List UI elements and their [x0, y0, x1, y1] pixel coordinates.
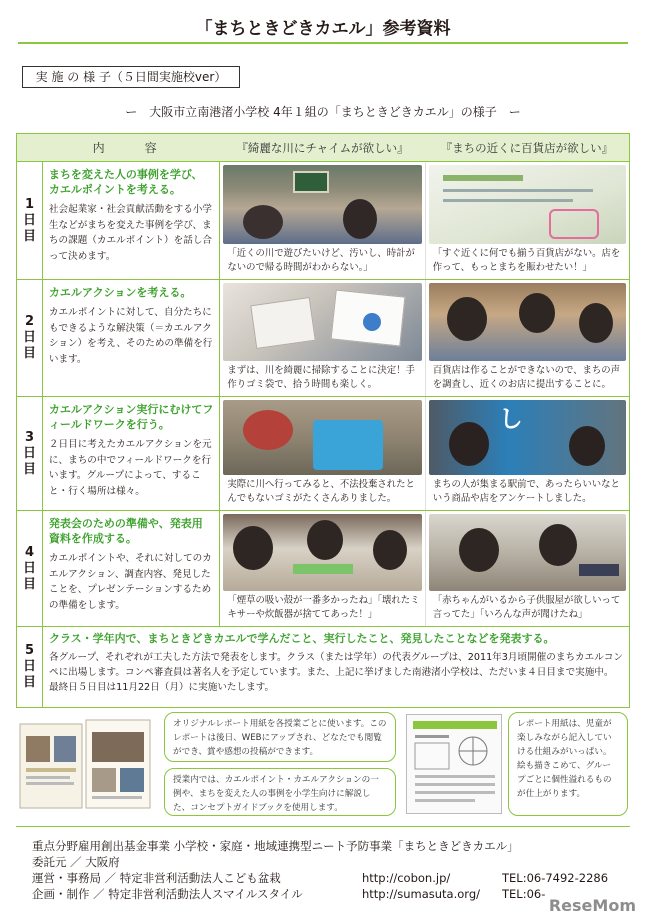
content-cell [43, 162, 220, 279]
planning-name: 企画・制作 ／ 特定非営利活動法人スマイルスタイル [32, 887, 303, 901]
header-day [17, 134, 43, 161]
content-description: カエルポイントや、それに対してのカエルアクション、調査内容、発見したことを、プレゼンテーションするための準備をします。 [48, 553, 212, 611]
header-photo-b: 『まちの近くに百貨店が欲しい』 [440, 141, 614, 155]
photo-cell-b [425, 162, 629, 279]
garbage-photo [223, 400, 421, 475]
table-row [17, 397, 629, 511]
photo-caption: 「すぐ近くに何でも揃う百貨店がない。店を作って、もっとまちを賑わせたい！」 [432, 248, 621, 273]
content-heading: カエルアクションを考える。 [48, 286, 192, 299]
table-row [17, 511, 629, 627]
guidebook-image [16, 716, 154, 812]
photo-cell-a [220, 397, 424, 510]
day-label: 5 日 目 [17, 627, 43, 707]
classroom-photo [223, 165, 421, 244]
photo-cell-b [425, 280, 629, 396]
table-row [17, 627, 629, 707]
project-name: 重点分野雇用創出基金事業 小学校・家庭・地域連携型ニート予防事業「まちときどきカエル」 [32, 839, 519, 853]
secretariat-line [32, 870, 632, 886]
header-photo-a: 『綺麗な川にチャイムが欲しい』 [236, 141, 409, 155]
day-label: 3 日 目 [17, 397, 43, 510]
materials-info [16, 712, 630, 816]
section-label: 実 施 の 様 子（５日間実施校ver） [22, 66, 240, 88]
table-row [17, 162, 629, 280]
content-heading: クラス・学年内で、まちときどきカエルで学んだこと、実行したこと、発見したことなどを発表する。 [49, 632, 555, 645]
content-heading: 発表会のための準備や、発表用資料を作成する。 [48, 517, 203, 545]
subtitle: ー 大阪市立南港渚小学校 4年１組の「まちときどきカエル」の様子 ー [125, 105, 521, 119]
guidebook-callout: 授業内では、カエルポイント・カエルアクションの一例や、まちを変えた人の事例を小学生向けに解説した、コンセプトガイドブックを使用します。 [164, 768, 396, 816]
table-header [17, 134, 629, 162]
content-description: ２日目に考えたカエルアクションを元に、まちの中でフィールドワークを行います。グループによって、すること・行く場所は様々。 [48, 439, 212, 497]
photo-cell-a [220, 162, 424, 279]
photo-cell-a [220, 280, 424, 396]
header-content: 内 容 [92, 141, 171, 155]
photo-cell-b [425, 511, 629, 626]
materials-photo [429, 514, 626, 591]
survey-photo: し [429, 400, 626, 475]
content-heading: まちを変えた人の事例を学び、カエルポイントを考える。 [48, 168, 203, 196]
commissioner: 委託元 ／ 大阪府 [32, 855, 120, 869]
photo-caption: 「近くの川で遊びたいけど、汚いし、時計がないので帰る時間がわからない。」 [227, 248, 415, 273]
content-cell [43, 511, 220, 626]
photo-caption: まずは、川を綺麗に掃除することに決定！手作りゴミ袋で、拾う時間も楽しく。 [227, 365, 415, 390]
schedule-table [16, 133, 630, 708]
report-sheet-callout: オリジナルレポート用紙を各授業ごとに使います。このレポートは後日、WEBにアップされ、どなたでも閲覧ができ、賞や感想の投稿ができます。 [164, 712, 396, 762]
planning-tel: TEL:06- [502, 887, 546, 901]
content-description: 社会起業家・社会貢献活動をする小学生などがまちを変えた事例を学び、まちの課題（カエルポイント）を話し合って決めます。 [48, 204, 213, 262]
content-heading: カエルアクション実行にむけてフィールドワークを行う。 [48, 403, 214, 431]
planning-line [32, 886, 632, 902]
secretariat-url[interactable]: http://cobon.jp/ [362, 871, 451, 885]
watermark-logo: ReseMom [548, 896, 636, 915]
group-work-photo [429, 283, 626, 361]
worksheet-photo [429, 165, 626, 244]
photo-cell-a [220, 511, 424, 626]
content-cell [43, 627, 629, 707]
content-cell [43, 397, 220, 510]
footer-divider [16, 826, 630, 827]
content-description: カエルポイントに対して、自分たちにもできるような解決策（＝カエルアクション）を考え、そのための準備を行います。 [48, 307, 213, 365]
secretariat-tel: TEL:06-7492-2286 [502, 871, 609, 885]
day-label: 1 日 目 [17, 162, 43, 279]
photo-caption: 百貨店は作ることができないので、まちの声を調査し、近くのお店に提出することに。 [432, 365, 621, 390]
planning-url[interactable]: http://sumasuta.org/ [362, 887, 480, 901]
day-label: 4 日 目 [17, 511, 43, 626]
content-description: 各グループ、それぞれが工夫した方法で発表をします。クラス（または学年）の代表グループは、2011年3月頃開催のまちカエルコンペに出場します。コンペ審査員は著名人を予定しています。また、上記に挙げました南港渚小学校は、ただいま４日目まで実施中。最終日５日目は11月22日（月）に実施いたします。 [49, 652, 624, 693]
report-features-callout: レポート用紙は、児童が楽しみながら記入していける仕組みがいっぱい。絵も描きこめて、グループごとに個性溢れるものが仕上がります。 [508, 712, 628, 816]
page-title: 「まちときどきカエル」参考資料 [195, 19, 451, 39]
photo-caption: まちの人が集まる駅前で、あったらいいなという商品や店をアンケートしました。 [432, 479, 620, 504]
craft-bag-photo [223, 283, 421, 361]
content-cell [43, 280, 220, 396]
photo-caption: 実際に川へ行ってみると、不法投棄されたとんでもないゴミがたくさんありました。 [227, 479, 415, 504]
presentation-prep-photo [223, 514, 421, 591]
photo-caption: 「煙草の吸い殻が一番多かったね」「壊れたミキサーや炊飯器が捨ててあった！」 [227, 595, 420, 620]
footer [32, 838, 632, 902]
report-sheet-image [406, 714, 502, 814]
photo-cell-b [425, 397, 629, 510]
header-divider [18, 42, 628, 44]
day-label: 2 日 目 [17, 280, 43, 396]
table-row [17, 280, 629, 397]
photo-caption: 「赤ちゃんがいるから子供服屋が欲しいって言ってた」「いろんな声が聞けたね」 [432, 595, 621, 620]
secretariat-name: 運営・事務局 ／ 特定非営利活動法人こども盆栽 [32, 871, 281, 885]
